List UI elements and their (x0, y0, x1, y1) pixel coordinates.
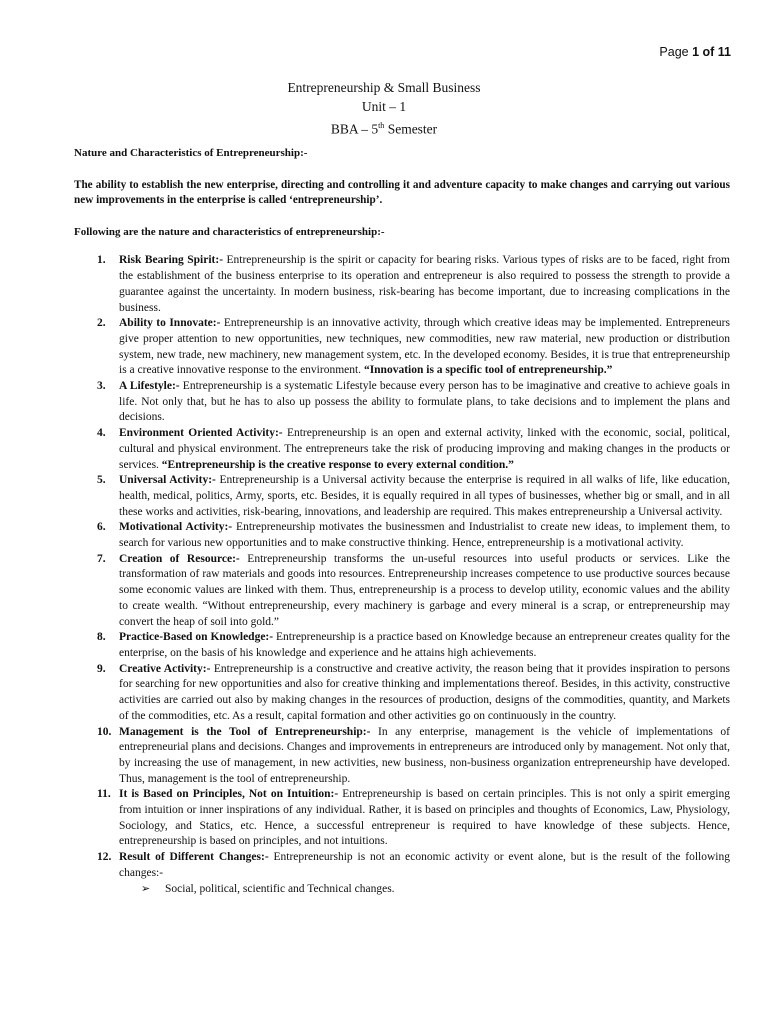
item-title: Management is the Tool of Entrepreneurship:- (119, 725, 371, 738)
page-number-prefix: Page (659, 45, 693, 59)
list-item (74, 520, 730, 551)
list-item (74, 316, 730, 379)
item-number: 7. (97, 552, 106, 565)
document-title (0, 78, 768, 139)
item-number: 1. (97, 254, 106, 267)
item-title: A Lifestyle:- (119, 380, 180, 393)
item-title: Result of Different Changes:- (119, 851, 269, 864)
title-line-course: Entrepreneurship & Small Business (287, 80, 481, 95)
list-item (74, 426, 730, 473)
item-title: Universal Activity:- (119, 474, 216, 487)
page-number-of: of (699, 45, 718, 59)
item-title: Motivational Activity:- (119, 521, 233, 534)
item-text: Entrepreneurship is a practice based on Knowledge because an entrepreneur creates quality for the enterprise, on the basis of his knowledge and experience and he attains high achievements. (119, 631, 730, 659)
arrow-bullet-icon: ➢ (141, 882, 151, 895)
page-number (659, 45, 731, 59)
list-item (74, 787, 730, 850)
section-heading: Nature and Characteristics of Entrepreneurship:- (74, 147, 308, 159)
item-quote: “Innovation is a specific tool of entrepreneurship.” (363, 364, 613, 377)
item-quote: “Entrepreneurship is the creative response to every external condition.” (161, 458, 514, 471)
item-number: 6. (97, 521, 106, 534)
list-item (74, 473, 730, 520)
item-number: 2. (97, 317, 106, 330)
list-item (74, 725, 730, 788)
item-number: 3. (97, 380, 106, 393)
item-text: Entrepreneurship is the spirit or capacity for bearing risks. Various types of risks are to be faced, right from the establishment of the business enterprise to its operation and entrepreneur is also required to possess the strength to provide a guarantee against the uncertainty. In modern business, risk-bearing has become important, due to increasing complications in the business. (119, 254, 730, 314)
title-line-unit: Unit – 1 (361, 99, 407, 114)
item-text: In any enterprise, management is the vehicle of implementations of entrepreneurial plans and decisions. Changes and improvements in entrepreneurs are introduced only by management. Not only that, by increasing the use of management, in new activities, new business, non-business organization entrepreneurship have developed. Thus, management is the tool of entrepreneurship. (119, 725, 731, 785)
item-title: Environment Oriented Activity:- (119, 427, 283, 440)
list-item (74, 850, 730, 881)
item-text: Entrepreneurship is not an economic activity or event alone, but is the result of the following changes:- (119, 851, 730, 879)
sub-bullet-item (74, 882, 730, 898)
item-text: Entrepreneurship is based on certain principles. This is not only a spirit emerging from intuition or inner inspirations of any individual. Rather, it is based on principles and thoughts of Economics, Law, Physiology, Sociology, and Statics, etc. Hence, a successful entrepreneur is required to have knowledge of these subjects. Hence, entrepreneurship is based on principles, and not intuitions. (119, 788, 730, 848)
characteristics-list (74, 253, 730, 881)
item-number: 8. (97, 631, 106, 644)
list-item (74, 253, 730, 316)
item-title: Ability to Innovate:- (119, 317, 221, 330)
item-number: 11. (97, 788, 111, 801)
list-item (74, 379, 730, 426)
title-semester-end: Semester (384, 121, 438, 137)
title-semester-sup: th (378, 121, 385, 130)
item-number: 4. (97, 427, 106, 440)
list-item (74, 552, 730, 631)
item-text: Entrepreneurship transforms the un-useful resources into useful products or services. Like the transformation of raw materials and goods into resources. Entrepreneurship increases competence to use productive sources because some economic values are linked with them. Thus, entrepreneurship is a process to develop utility, economic values and the ability to create wealth. “Without entrepreneurship, every machinery is garbage and every mineral is a scrap, or entrepreneurship may convert the heap of soil into gold.” (119, 552, 730, 628)
item-number: 9. (97, 662, 106, 675)
intro-paragraph: The ability to establish the new enterprise, directing and controlling it and adventure capacity to make changes and carrying out various new improvements in the enterprise is called ‘entrepreneurship’. (74, 178, 730, 207)
item-title: Creative Activity:- (119, 662, 211, 675)
page-number-current: 1 (692, 45, 700, 59)
title-line-semester (0, 116, 768, 139)
page-number-total: 11 (717, 45, 731, 59)
list-item (74, 662, 730, 725)
item-text: Entrepreneurship is a constructive and creative activity, the reason being that it provides inspiration to persons for searching for new opportunities and also for creative thinking and implementations thereof. Besides, in this activity, constructive activities are carried out also by making changes in the resources of production, designs of the commodities, quantity, and Markets of the commodities, etc. As a result, capital formation and other activities go on continuously in the country. (119, 662, 730, 722)
title-semester-main: BBA – 5 (330, 121, 379, 137)
item-text: Entrepreneurship is an open and external activity, linked with the economic, social, political, cultural and physical environment. The entrepreneurs take the risk of producing improving and making changes in the products or services. (119, 427, 730, 471)
item-title: Creation of Resource:- (119, 552, 240, 565)
item-number: 5. (97, 474, 106, 487)
item-title: Practice-Based on Knowledge:- (119, 631, 274, 644)
item-text: Entrepreneurship is a systematic Lifestyle because every person has to be imaginative and creative to achieve goals in life. Not only that, but he has to also up possess the ability to formulate plans, to take decisions and to implement the plans and decisions. (119, 380, 730, 424)
item-title: Risk Bearing Spirit:- (119, 254, 224, 267)
item-text: Entrepreneurship is an innovative activity, through which creative ideas may be implemented. Entrepreneurs give proper attention to new opportunities, new techniques, new commodities, new raw material, new production or distribution system, new trade, new machinery, new management system, etc. In the developed economy. Besides, it is true that entrepreneurship is a creative innovative response to the environment. (119, 317, 730, 377)
item-number: 10. (97, 725, 112, 738)
item-number: 12. (97, 851, 112, 864)
item-title: It is Based on Principles, Not on Intuition:- (119, 788, 339, 801)
item-text: Entrepreneurship motivates the businessmen and Industrialist to create new ideas, to implement them, to search for various new opportunities and to make constructive thinking. Hence, entrepreneurship is a motivational activity. (119, 521, 730, 550)
item-text: Entrepreneurship is a Universal activity because the enterprise is required in all walks of life, like education, health, medical, politics, Army, sports, etc. Besides, it is equally required in all types of businesses, whether big or small, and in all these works and activities, risk-bearing, innovations, and leadership are required. This makes entrepreneurship a Universal activity. (119, 474, 731, 518)
document-body (74, 146, 730, 897)
following-heading: Following are the nature and characteristics of entrepreneurship:- (74, 225, 385, 238)
sub-bullet-text: Social, political, scientific and Technical changes. (165, 882, 395, 895)
list-item (74, 630, 730, 661)
